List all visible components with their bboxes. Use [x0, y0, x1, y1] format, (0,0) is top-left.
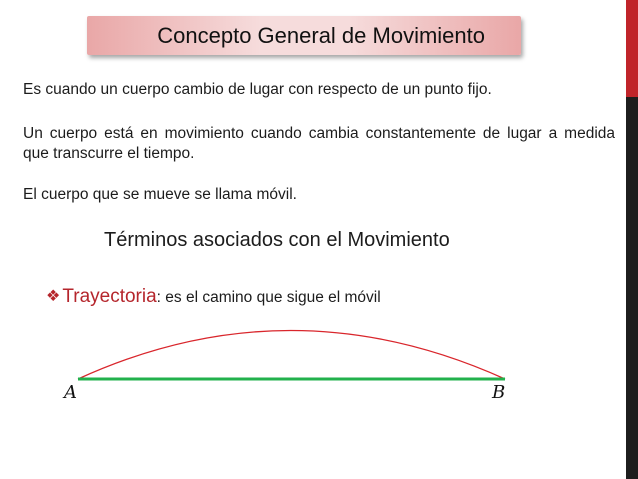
point-b-label: B — [492, 382, 506, 403]
paragraph-movement: Un cuerpo está en movimiento cuando cambia constantemente de lugar a medida que transcurre el tiempo. — [23, 125, 615, 162]
point-a-label: A — [64, 382, 77, 403]
side-accent-bar-red — [626, 0, 638, 97]
slide-title: Concepto General de Movimiento — [157, 22, 485, 48]
diamond-bullet-icon: ❖ — [46, 288, 61, 305]
paragraph-definition: Es cuando un cuerpo cambio de lugar con respecto de un punto fijo. — [23, 81, 492, 98]
section-subtitle: Términos asociados con el Movimiento — [104, 229, 450, 251]
bullet-item-trayectoria — [46, 286, 381, 308]
title-banner — [87, 16, 521, 55]
trajectory-diagram — [0, 310, 626, 420]
side-accent-bar-dark — [626, 97, 638, 479]
trajectory-curve — [78, 331, 505, 380]
bullet-term: Trayectoria — [62, 286, 157, 307]
paragraph-mobile: El cuerpo que se mueve se llama móvil. — [23, 186, 297, 203]
bullet-description: : es el camino que sigue el móvil — [156, 289, 381, 306]
